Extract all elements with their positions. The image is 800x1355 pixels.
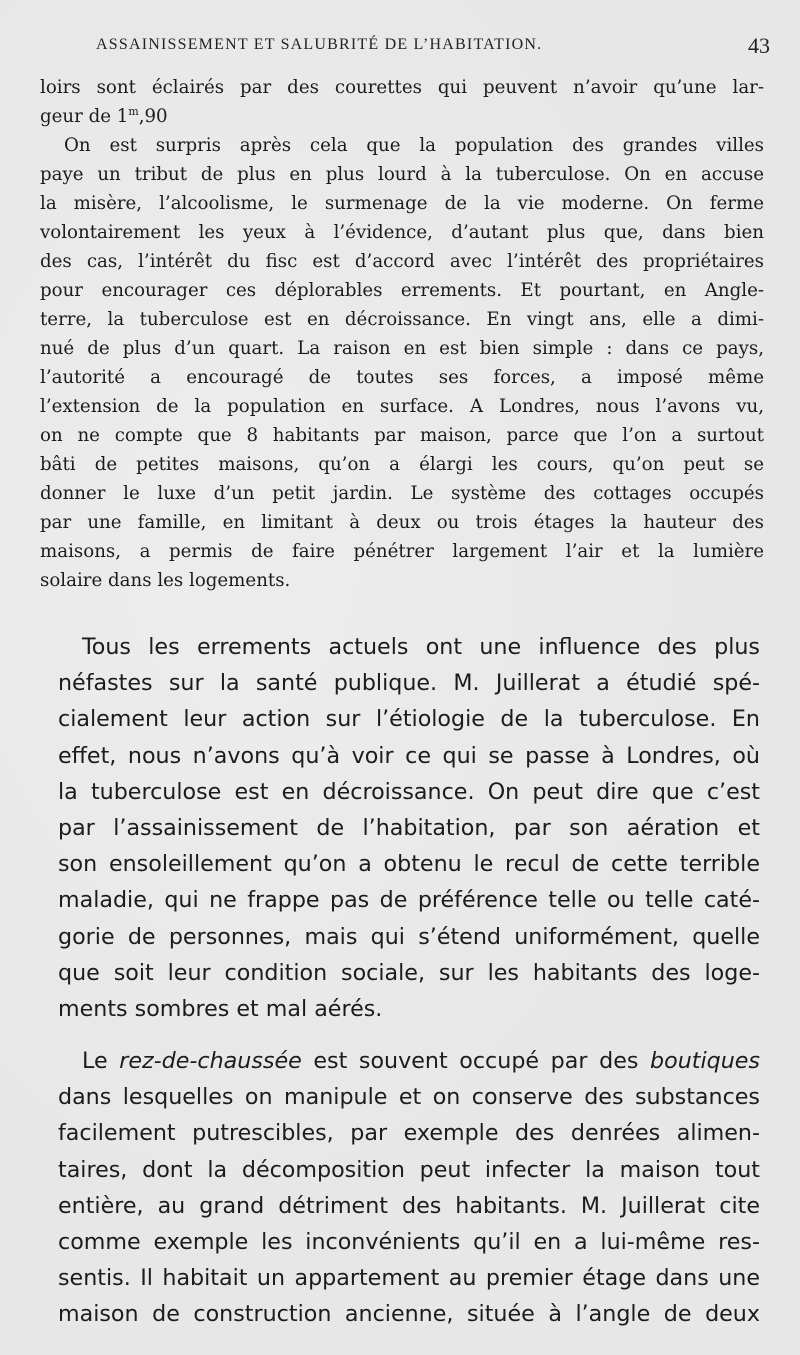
paragraph-large-print — [58, 1043, 760, 1333]
text-line: taires, dont la décomposition peut infecter la maison tout — [58, 1156, 760, 1183]
text-line — [40, 102, 764, 131]
italic-term: rez-de-chaussée — [119, 1048, 302, 1074]
text-line: donner le luxe d’un petit jardin. Le système des cottages occupés — [40, 483, 764, 504]
text-line: cialement leur action sur l’étiologie de la tuberculose. En — [58, 706, 760, 733]
text-line: bâti de petites maisons, qu’on a élargi les cours, qu’on peut se — [40, 454, 764, 475]
text-line: que soit leur condition sociale, sur les habitants des loge- — [58, 959, 760, 986]
text-line: paye un tribut de plus en plus lourd à la tuberculose. On en accuse — [40, 164, 764, 185]
text-line: la tuberculose est en décroissance. On peut dire que c’est — [58, 778, 760, 805]
text-line: la misère, l’alcoolisme, le surmenage de la vie moderne. On ferme — [40, 193, 764, 214]
text-fragment: Le — [82, 1048, 120, 1074]
text-line: des cas, l’intérêt du fisc est d’accord avec l’intérêt des propriétaires — [40, 251, 764, 272]
text-line: On est surpris après cela que la population des grandes villes — [64, 135, 764, 156]
text-line: néfastes sur la santé publique. M. Juillerat a étudié spé- — [58, 670, 760, 697]
text-line: par l’assainissement de l’habitation, par son aération et — [58, 815, 760, 842]
text-line: sentis. Il habitait un appartement au premier étage dans une — [58, 1265, 760, 1292]
text-line: solaire dans les logements. — [40, 570, 291, 591]
text-line: pour encourager ces déplorables errements. Et pourtant, en Angle- — [40, 280, 764, 301]
running-title: ASSAINISSEMENT ET SALUBRITÉ DE L’HABITATION. — [96, 36, 543, 53]
text-line — [58, 1043, 760, 1079]
text-line: l’autorité a encouragé de toutes ses forces, a imposé même — [40, 367, 764, 388]
text-fragment: ,90 — [138, 106, 168, 127]
text-line: nué de plus d’un quart. La raison en est bien simple : dans ce pays, — [40, 338, 764, 359]
text-line: l’extension de la population en surface. A Londres, nous l’avons vu, — [40, 396, 764, 417]
text-line: maison de construction ancienne, située à l’angle de deux — [58, 1301, 760, 1328]
superscript-unit: m — [128, 104, 139, 118]
text-line: entière, au grand détriment des habitants. M. Juillerat cite — [58, 1192, 760, 1219]
text-line: dans lesquelles on manipule et on conserve des substances — [58, 1084, 760, 1111]
text-fragment: est souvent occupé par des — [301, 1048, 651, 1074]
text-line: ments sombres et mal aérés. — [58, 996, 383, 1023]
paragraph-large-print — [58, 629, 760, 1027]
text-line: maladie, qui ne frappe pas de préférence telle ou telle caté- — [58, 887, 760, 914]
text-line: terre, la tuberculose est en décroissance. En vingt ans, elle a dimi- — [40, 309, 764, 330]
text-line: maisons, a permis de faire pénétrer largement l’air et la lumière — [40, 541, 764, 562]
text-line: par une famille, en limitant à deux ou trois étages la hauteur des — [40, 512, 764, 533]
text-line: comme exemple les inconvénients qu’il en a lui-même res- — [58, 1229, 760, 1256]
text-line: son ensoleillement qu’on a obtenu le recul de cette terrible — [58, 851, 760, 878]
text-line: Tous les errements actuels ont une influence des plus — [82, 634, 760, 660]
page-number: 43 — [748, 33, 770, 58]
italic-term: boutiques — [650, 1048, 760, 1074]
text-line: on ne compte que 8 habitants par maison, parce que l’on a surtout — [40, 425, 764, 446]
text-line: facilement putrescibles, par exemple des denrées alimen- — [58, 1120, 760, 1147]
page-header — [96, 33, 770, 60]
text-line: effet, nous n’avons qu’à voir ce qui se passe à Londres, où — [58, 742, 760, 769]
text-line: loirs sont éclairés par des courettes qui peuvent n’avoir qu’une lar- — [40, 77, 764, 98]
text-line: volontairement les yeux à l’évidence, d’autant plus que, dans bien — [40, 222, 764, 243]
text-line: gorie de personnes, mais qui s’étend uniformément, quelle — [58, 923, 760, 950]
text-fragment: geur de 1 — [40, 106, 129, 127]
paragraph-small-print — [40, 73, 764, 595]
